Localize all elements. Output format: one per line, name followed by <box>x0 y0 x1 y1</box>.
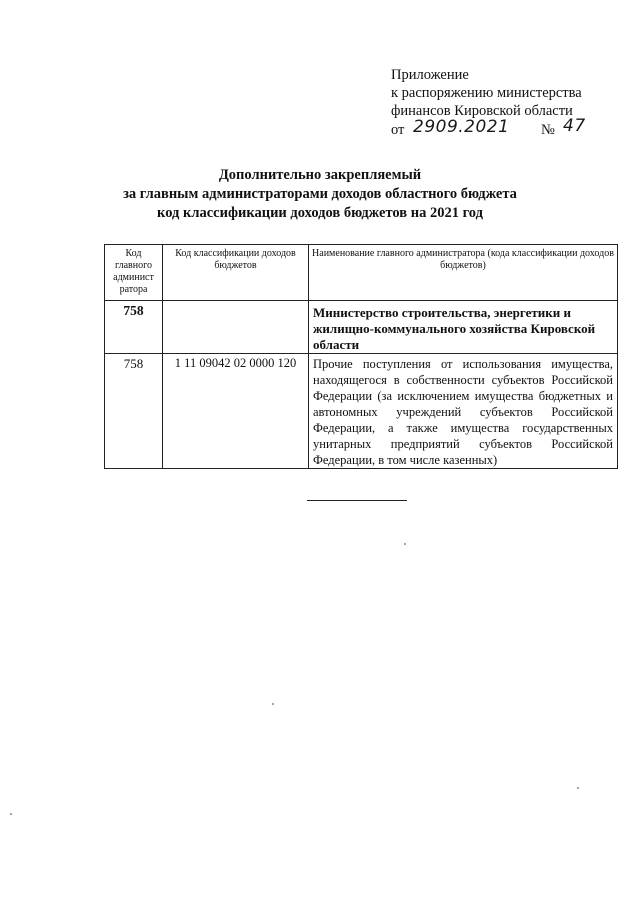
document-title <box>120 166 520 223</box>
scan-speck <box>404 543 406 545</box>
row-admin-code: 758 <box>105 301 163 354</box>
revenue-table <box>104 244 618 469</box>
appendix-order-line: к распоряжению министерства <box>391 85 582 101</box>
row-income-code <box>163 301 309 354</box>
scan-speck <box>272 703 274 705</box>
title-line-2: за главным администраторами доходов областного бюджета <box>123 186 517 202</box>
scan-speck <box>577 787 579 789</box>
row-income-code: 1 11 09042 02 0000 120 <box>163 354 309 469</box>
table-row <box>105 354 618 469</box>
title-line-1: Дополнительно закрепляемый <box>218 167 422 183</box>
date-from-label: от <box>391 122 405 138</box>
appendix-title: Приложение <box>391 67 469 83</box>
table-header-row <box>105 245 618 301</box>
scan-speck <box>10 813 12 815</box>
row-admin-code: 758 <box>105 354 163 469</box>
header-admin-name: Наименование главного администратора (кода классификации доходов бюджетов) <box>309 245 618 301</box>
header-income-code: Код классификации доходов бюджетов <box>163 245 309 301</box>
appendix-date-line <box>391 116 631 140</box>
title-line-3: код классификации доходов бюджетов на 2021 год <box>157 205 483 221</box>
appendix-block <box>391 66 631 140</box>
row-admin-name: Министерство строительства, энергетики и жилищно-коммунального хозяйства Кировской области <box>309 301 618 354</box>
appendix-ministry-line: финансов Кировской области <box>391 103 573 119</box>
row-income-description: Прочие поступления от использования имущества, находящегося в собственности субъектов Российской Федерации (за исключением имущества бюджетных и автономных учреждений субъектов Российской Федерации, а также имущества государственных унитарных предприятий субъектов Российской Федерации, в том числе казенных) <box>309 354 618 469</box>
number-label: № <box>541 122 555 138</box>
end-separator-line <box>307 500 407 501</box>
table-row <box>105 301 618 354</box>
handwritten-number: 47 <box>563 116 586 136</box>
handwritten-date: 2909.2021 <box>413 117 510 137</box>
header-admin-code: Код главного админист ратора <box>105 245 163 301</box>
